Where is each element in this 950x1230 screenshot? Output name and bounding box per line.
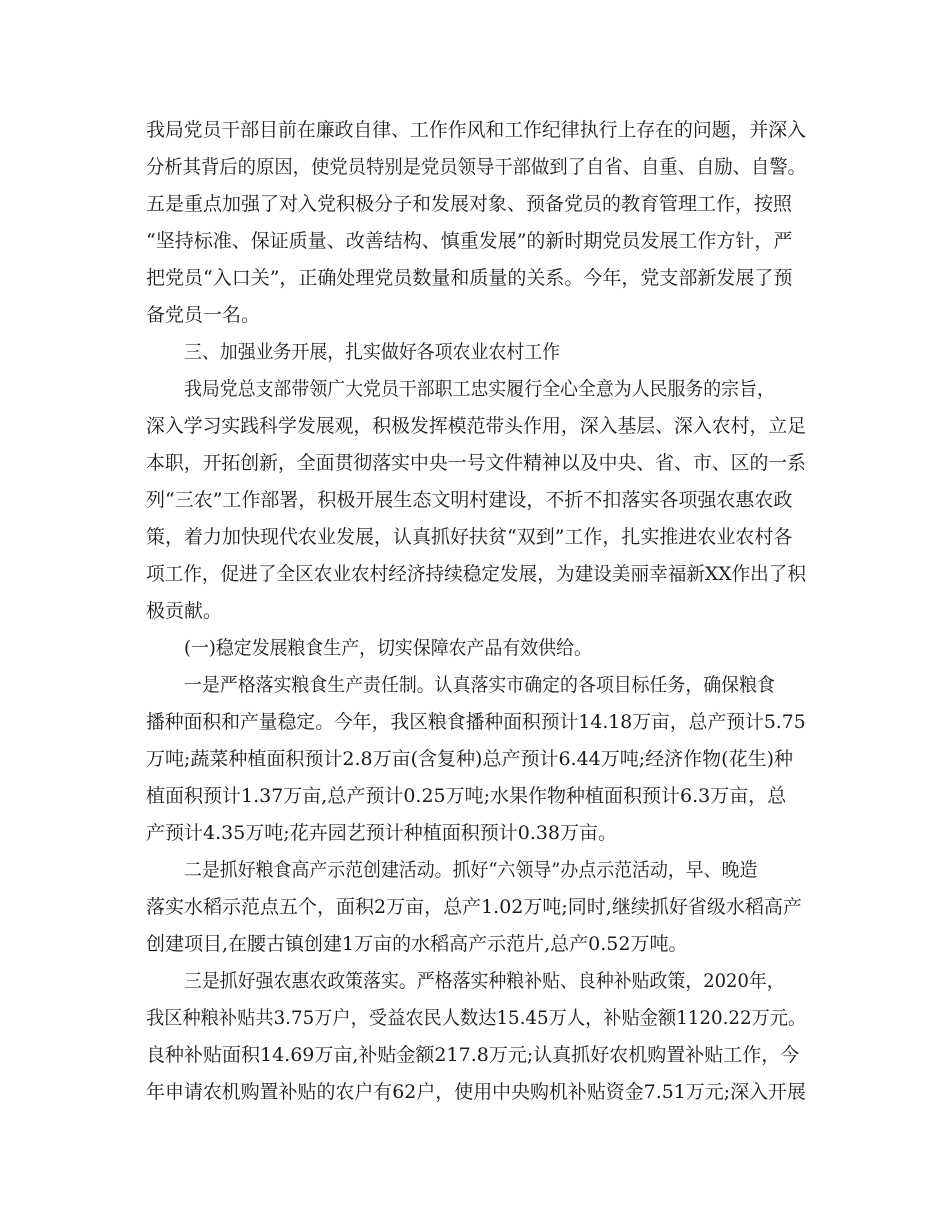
text-line: 项工作，促进了全区农业农村经济持续稳定发展，为建设美丽幸福新XX作出了积 (146, 563, 807, 585)
text-line: 年申请农机购置补贴的农户有62户，使用中央购机补贴资金7.51万元;深入开展 (146, 1081, 806, 1103)
text-line: 我局党员干部目前在廉政自律、工作作风和工作纪律执行上存在的问题，并深入 (146, 119, 807, 141)
text-line: 创建项目,在腰古镇创建1万亩的水稻高产示范片,总产0.52万吨。 (146, 933, 688, 955)
subsection-heading: (一)稳定发展粮食生产，切实保障农产品有效供给。 (184, 637, 592, 659)
text-line: 分析其背后的原因，使党员特别是党员领导干部做到了自省、自重、自励、自警。 (146, 156, 807, 178)
text-line: 落实水稻示范点五个，面积2万亩，总产1.02万吨;同时,继续抓好省级水稻高产 (146, 896, 802, 918)
text-line: 一是严格落实粮食生产责任制。认真落实市确定的各项目标任务，确保粮食 (184, 674, 775, 696)
text-line: 我区种粮补贴共3.75万户，受益农民人数达15.45万人，补贴金额1120.22万元。 (146, 1007, 807, 1029)
text-line: 万吨;蔬菜种植面积预计2.8万亩(含复种)总产预计6.44万吨;经济作物(花生)种 (146, 748, 793, 770)
text-line: 我局党总支部带领广大党员干部职工忠实履行全心全意为人民服务的宗旨， (184, 378, 775, 400)
text-line: “坚持标准、保证质量、改善结构、慎重发展”的新时期党员发展工作方针，严 (146, 230, 793, 252)
text-line: 三是抓好强农惠农政策落实。严格落实种粮补贴、良种补贴政策，2020年， (184, 970, 785, 992)
text-line: 五是重点加强了对入党积极分子和发展对象、预备党员的教育管理工作，按照 (146, 193, 793, 215)
section-heading: 三、加强业务开展，扎实做好各项农业农村工作 (184, 341, 561, 363)
text-line: 深入学习实践科学发展观，积极发挥模范带头作用，深入基层、深入农村，立足 (146, 415, 807, 437)
text-line: 植面积预计1.37万亩,总产预计0.25万吨;水果作物种植面积预计6.3万亩，总 (146, 785, 787, 807)
text-line: 本职，开拓创新，全面贯彻落实中央一号文件精神以及中央、省、市、区的一系 (146, 452, 807, 474)
text-line: 策，着力加快现代农业发展，认真抓好扶贫“双到”工作，扎实推进农业农村各 (146, 526, 793, 548)
text-line: 播种面积和产量稳定。今年，我区粮食播种面积预计14.18万亩，总产预计5.75 (146, 711, 806, 733)
text-line: 极贡献。 (146, 600, 223, 622)
text-line: 良种补贴面积14.69万亩,补贴金额217.8万元;认真抓好农机购置补贴工作，今 (146, 1044, 800, 1066)
text-line: 备党员一名。 (146, 304, 261, 326)
text-line: 二是抓好粮食高产示范创建活动。抓好“六领导”办点示范活动，早、晚造 (184, 859, 758, 881)
text-line: 列“三农”工作部署，积极开展生态文明村建设，不折不扣落实各项强农惠农政 (146, 489, 793, 511)
text-line: 产预计4.35万吨;花卉园艺预计种植面积预计0.38万亩。 (146, 822, 618, 844)
text-line: 把党员“入口关”，正确处理党员数量和质量的关系。今年，党支部新发展了预 (146, 267, 793, 289)
